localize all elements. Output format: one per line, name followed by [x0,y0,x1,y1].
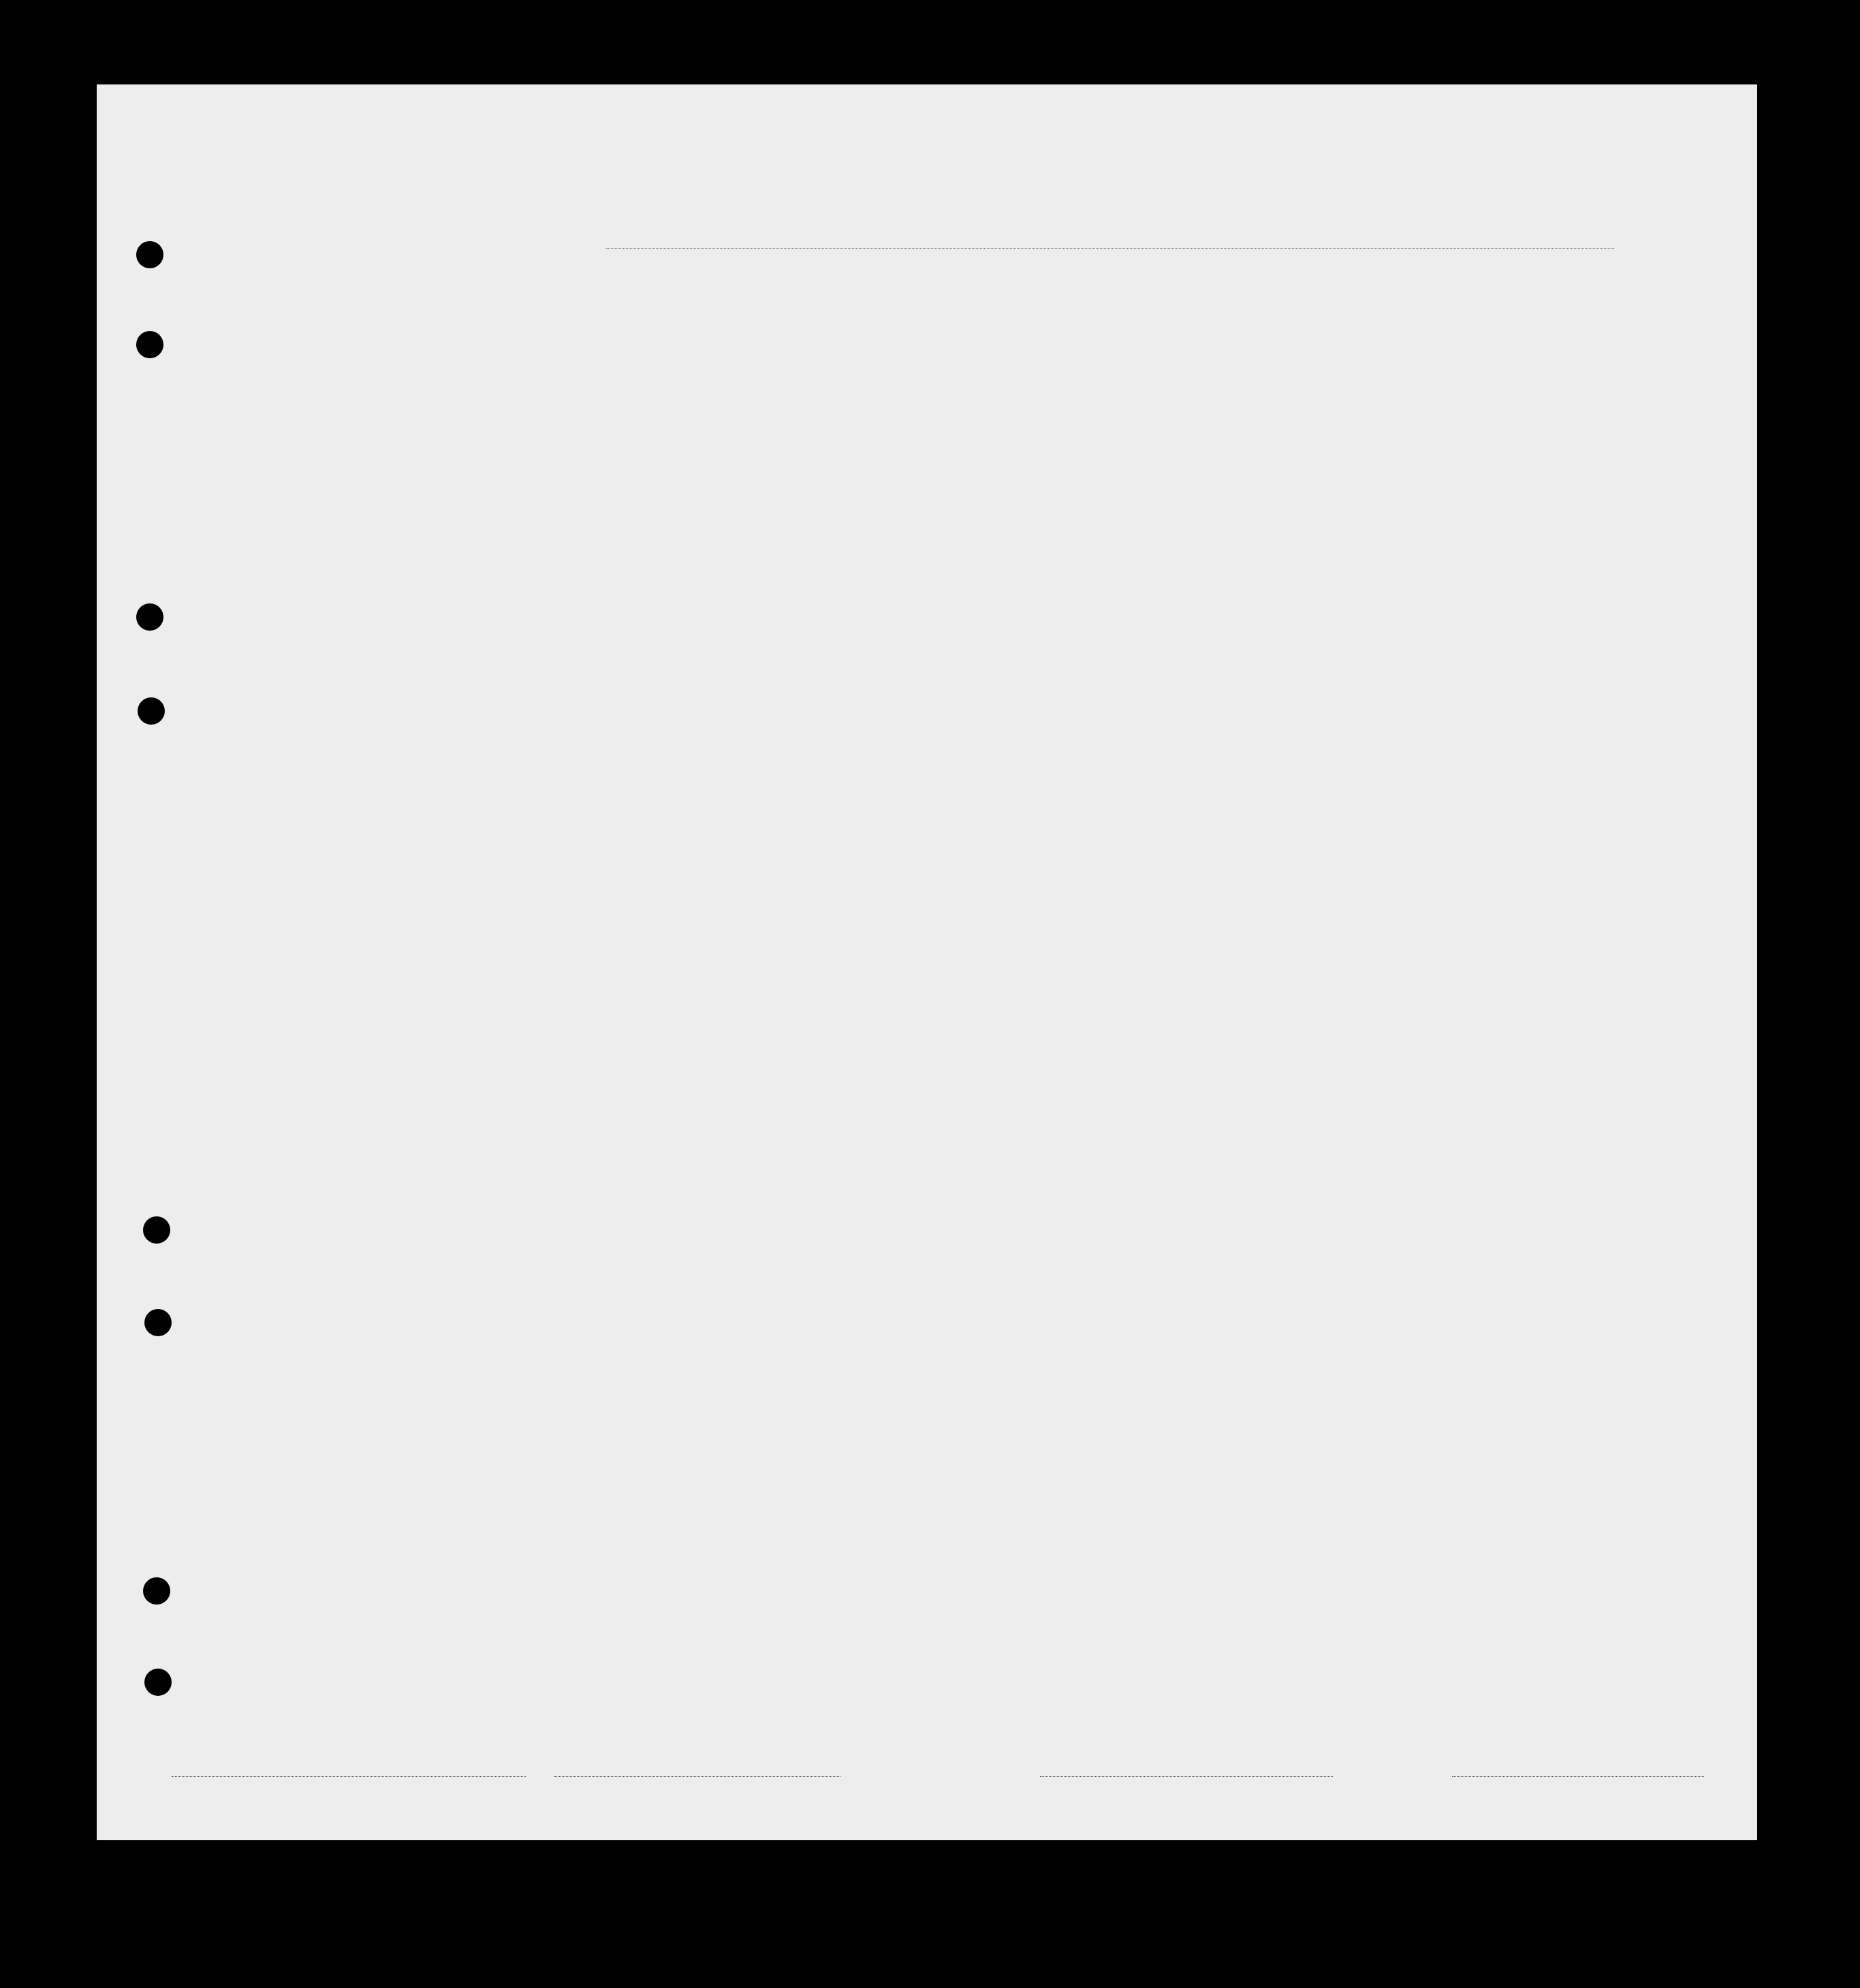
punch-hole [143,1577,170,1605]
punch-hole [138,697,165,725]
punch-hole [144,1669,172,1696]
agents-underline [1040,1776,1333,1777]
punch-hole [136,331,163,358]
owners-underline [554,1776,840,1777]
officer-underline [1452,1776,1704,1777]
line-underline [172,1776,526,1777]
manifest-sheet [97,84,1757,1840]
punch-hole [136,603,163,631]
punch-hole [144,1309,172,1336]
manifest-grid [97,84,1757,1840]
punch-hole [136,241,163,268]
punch-hole [143,1216,170,1244]
